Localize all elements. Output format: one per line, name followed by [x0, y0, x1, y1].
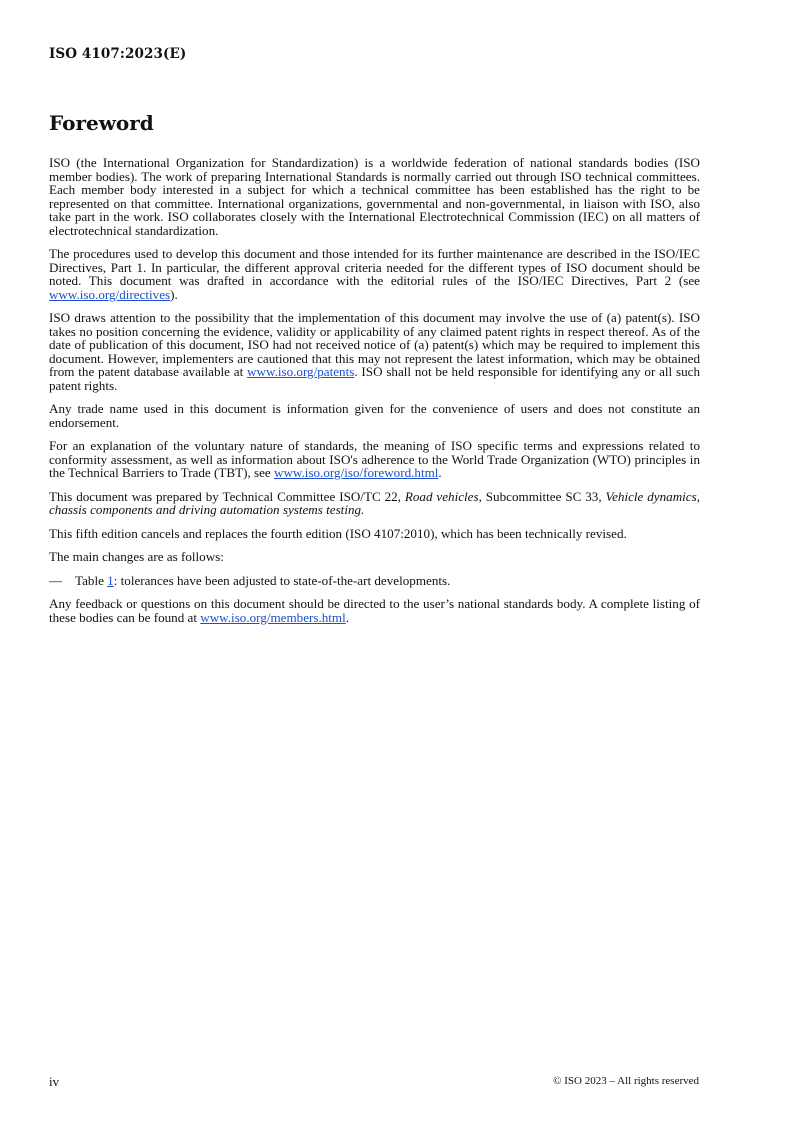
paragraph-text: This document was prepared by Technical Committee ISO/TC 22,	[49, 488, 405, 504]
paragraph-tail: . ISO shall not be held responsible for identifying any or all such patent rights.	[49, 364, 700, 393]
list-dash: —	[49, 572, 63, 588]
paragraph-committee	[49, 490, 700, 517]
paragraph-changes-intro: The main changes are as follows:	[49, 549, 224, 564]
list-item-pre: Table	[75, 572, 108, 588]
link-patents[interactable]: www.iso.org/patents	[247, 364, 355, 379]
paragraph-tail: .	[438, 465, 442, 480]
page-number: iv	[49, 1074, 60, 1089]
paragraph-text: Any feedback or questions on this document should be directed to the user’s national standards body. A complete listing of these bodies can be found at	[49, 596, 700, 625]
foreword-body	[49, 156, 700, 634]
paragraph-voluntary	[49, 439, 700, 480]
link-foreword[interactable]: www.iso.org/iso/foreword.html	[274, 465, 439, 480]
committee-name: Road vehicles	[404, 488, 479, 504]
paragraph-text: The procedures used to develop this document and those intended for its further maintenance are described in the ISO/IEC Directives, Part 1. In particular, the different approval criteria needed for the different types of ISO document should be noted. This document was drafted in accordance with the editorial rules of the ISO/IEC Directives, Part 2 (see	[49, 246, 700, 288]
paragraph-iso-intro: ISO (the International Organization for Standardization) is a worldwide federation of national standards bodies (ISO member bodies). The work of preparing International Standards is normally carried out through ISO technical committees. Each member body interested in a subject for which a technical committee has been established has the right to be represented on that committee. International organizations, governmental and non-governmental, in liaison with ISO, also take part in the work. ISO collaborates closely with the International Electrotechnical Commission (IEC) on all matters of electrotechnical standardization.	[49, 155, 700, 238]
link-directives[interactable]: www.iso.org/directives	[49, 286, 171, 302]
paragraph-patents	[49, 311, 700, 392]
copyright-notice: © ISO 2023 – All rights reserved	[553, 1075, 699, 1087]
paragraph-edition: This fifth edition cancels and replaces the fourth edition (ISO 4107:2010), which has been technically revised.	[49, 525, 627, 541]
list-item-post: : tolerances have been adjusted to state-of-the-art developments.	[113, 572, 451, 588]
page-title: Foreword	[49, 111, 154, 135]
document-id: ISO 4107:2023(E)	[49, 46, 187, 62]
paragraph-procedures	[49, 247, 700, 301]
link-members[interactable]: www.iso.org/members.html	[200, 609, 346, 625]
paragraph-text: ISO draws attention to the possibility that the implementation of this document may involve the use of (a) patent(s). ISO takes no position concerning the evidence, validity or applicability of any claimed patent rights in respect thereof. As of the date of publication of this document, ISO had not received notice of (a) patent(s) which may be required to implement this document. However, implementers are cautioned that this may not represent the latest information, which may be obtained from the patent database available at	[49, 310, 700, 379]
paragraph-text: For an explanation of the voluntary nature of standards, the meaning of ISO specific terms and expressions related to conformity assessment, as well as information about ISO's adherence to the World Trade Organization (WTO) principles in the Technical Barriers to Trade (TBT), see	[49, 438, 700, 480]
paragraph-tail: ).	[170, 286, 178, 302]
subcommittee-name: Vehicle dynamics, chassis components and driving automation systems testing.	[49, 488, 700, 517]
paragraph-feedback	[49, 597, 700, 624]
link-table-1[interactable]: 1	[107, 572, 114, 588]
paragraph-tail: .	[345, 609, 350, 625]
paragraph-mid: , Subcommittee SC 33,	[478, 488, 606, 504]
paragraph-trade-name: Any trade name used in this document is information given for the convenience of users and does not constitute an endorsement.	[49, 401, 700, 430]
list-item	[49, 574, 700, 588]
